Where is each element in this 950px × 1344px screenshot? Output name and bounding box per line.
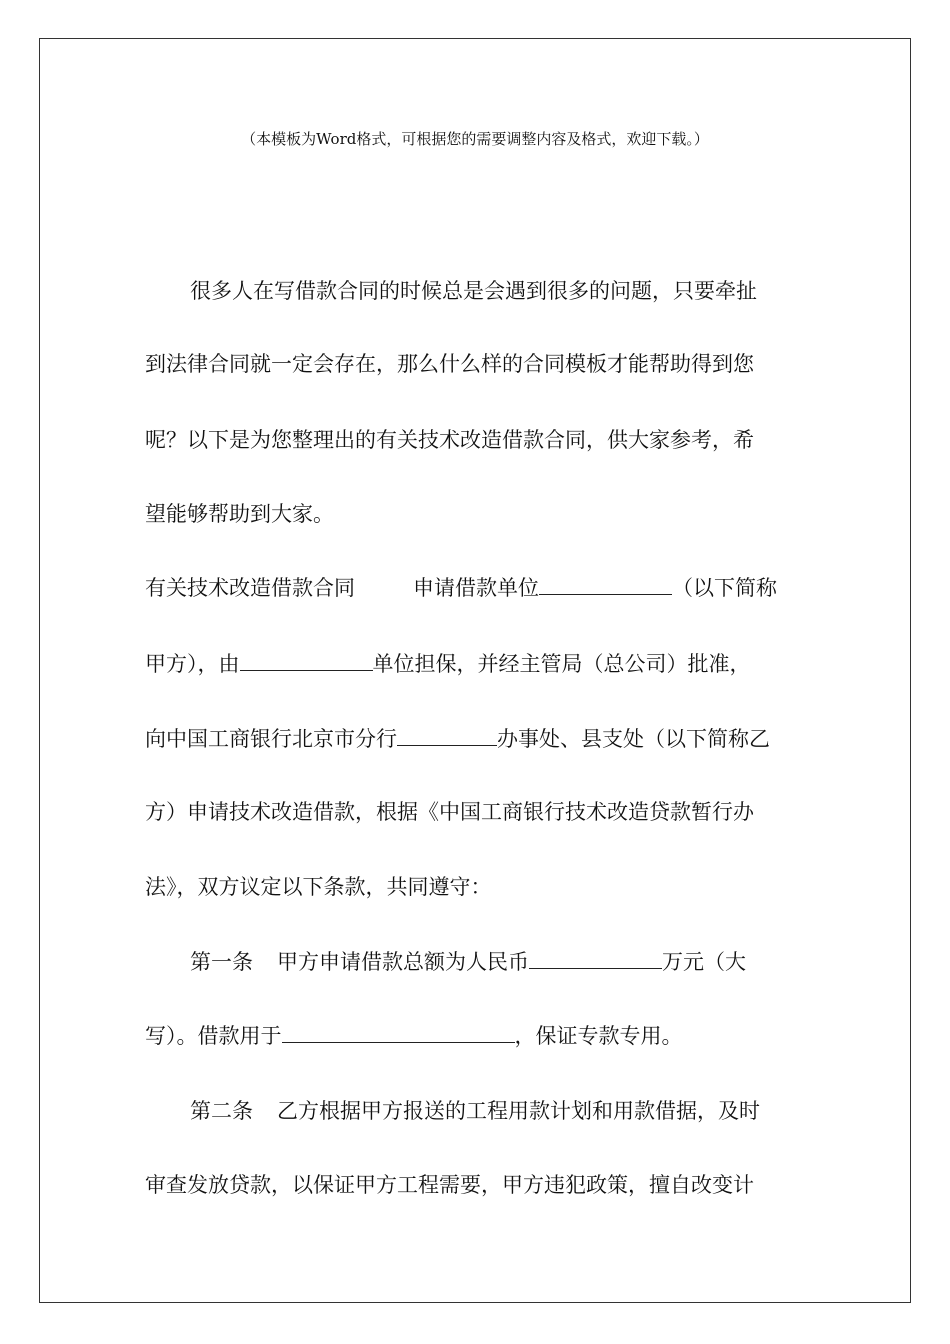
purpose-blank[interactable]: [282, 1022, 515, 1043]
office-text: 办事处、县支处（以下简称乙: [497, 727, 770, 751]
contract-line-7: [145, 725, 770, 753]
bank-branch-text: 向中国工商银行北京市分行: [145, 727, 397, 751]
intro-line-4: 望能够帮助到大家。: [145, 502, 334, 526]
applicant-suffix: （以下简称: [672, 576, 777, 600]
contract-title: 有关技术改造借款合同: [145, 576, 355, 600]
article-1-amount-unit: 万元（大: [662, 950, 746, 974]
article-1-line-2: [145, 1022, 683, 1050]
article-1-amount-text: 甲方申请借款总额为人民币: [277, 950, 529, 974]
applicant-label: 申请借款单位: [413, 576, 539, 600]
article-1-line-1: [190, 948, 746, 976]
party-a-text: 甲方），由: [145, 652, 240, 676]
template-note: （本模板为Word格式，可根据您的需要调整内容及格式，欢迎下载。）: [241, 130, 709, 148]
contract-line-9: 法》，双方议定以下条款，共同遵守：: [145, 875, 492, 899]
contract-line-5: [145, 574, 777, 602]
contract-line-6: [145, 650, 751, 678]
amount-blank[interactable]: [529, 948, 662, 969]
purpose-suffix: ，保证专款专用。: [514, 1024, 683, 1048]
applicant-blank[interactable]: [539, 574, 672, 595]
intro-line-2: 到法律合同就一定会存在，那么什么样的合同模板才能帮助得到您: [145, 352, 754, 376]
guarantor-text: 单位担保，并经主管局（总公司）批准，: [372, 652, 751, 676]
intro-line-1: 很多人在写借款合同的时候总是会遇到很多的问题，只要牵扯: [190, 279, 757, 303]
office-blank[interactable]: [397, 725, 497, 746]
article-2-label: 第二条: [190, 1099, 253, 1123]
article-2-line-1: [190, 1097, 760, 1125]
intro-line-3: 呢？以下是为您整理出的有关技术改造借款合同，供大家参考，希: [145, 428, 754, 452]
purpose-text: 写）。借款用于: [145, 1024, 282, 1048]
article-2-text-1: 乙方根据甲方报送的工程用款计划和用款借据，及时: [277, 1099, 760, 1123]
article-1-label: 第一条: [190, 950, 253, 974]
guarantor-blank[interactable]: [240, 650, 373, 671]
article-2-line-2: 审查发放贷款，以保证甲方工程需要，甲方违犯政策，擅自改变计: [145, 1173, 754, 1197]
contract-line-8: 方）申请技术改造借款，根据《中国工商银行技术改造贷款暂行办: [145, 800, 754, 824]
